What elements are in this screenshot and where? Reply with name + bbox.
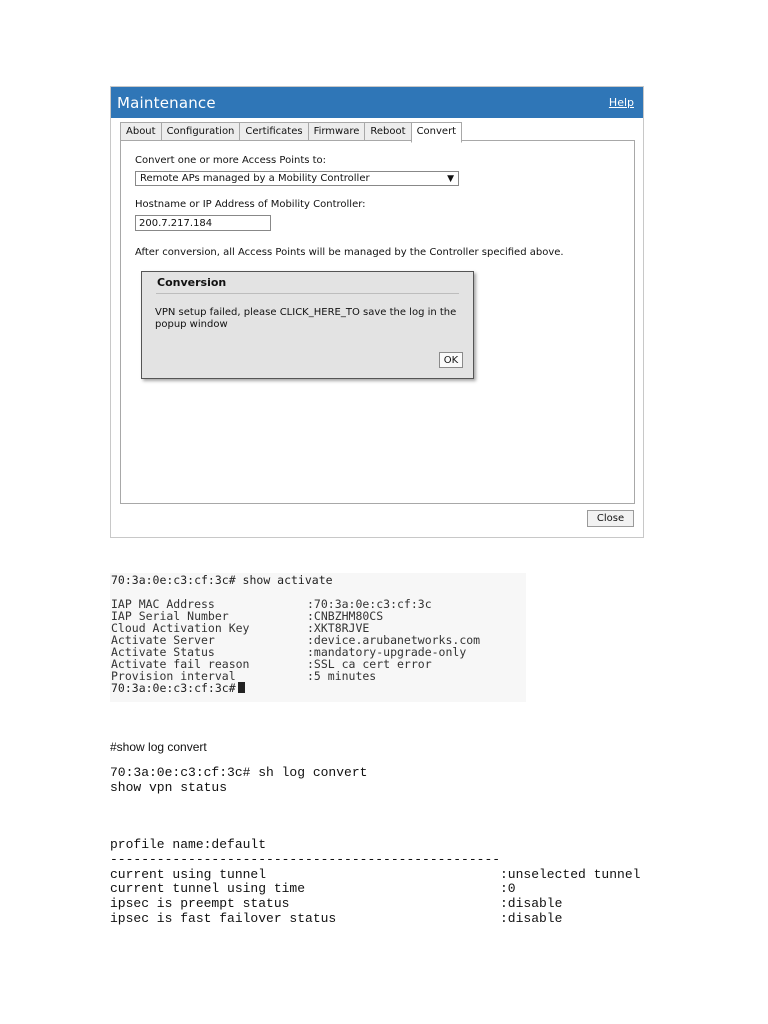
status-value: :disable (500, 911, 563, 926)
chevron-down-icon: ▼ (447, 174, 454, 184)
terminal-row-value: :70:3a:0e:c3:cf:3c (307, 597, 432, 611)
help-link[interactable]: Help (608, 96, 634, 109)
tab-configuration[interactable]: Configuration (161, 122, 241, 142)
dialog-divider (156, 293, 459, 294)
terminal-row-key: Cloud Activation Key (111, 621, 250, 635)
convert-panel (120, 140, 635, 504)
status-value: :unselected tunnel (500, 867, 641, 882)
ap-type-select[interactable] (135, 171, 459, 186)
tab-bar (120, 122, 461, 141)
terminal-row-value: :5 minutes (307, 669, 377, 683)
status-key: current using tunnel (110, 867, 267, 882)
cursor-icon (238, 682, 245, 693)
tab-convert[interactable]: Convert (411, 122, 463, 143)
code-line: show vpn status (110, 780, 228, 795)
terminal-output (110, 573, 526, 702)
status-key: current tunnel using time (110, 881, 306, 896)
window-title: Maintenance (117, 94, 216, 112)
ok-button[interactable]: OK (439, 352, 463, 368)
status-value: :disable (500, 896, 563, 911)
dialog-message: VPN setup failed, please CLICK_HERE_TO save the log in the popup window (155, 307, 457, 330)
maintenance-window (110, 86, 644, 538)
status-key: ipsec is preempt status (110, 896, 290, 911)
terminal-row-value: :mandatory-upgrade-only (307, 645, 467, 659)
code-line: 70:3a:0e:c3:cf:3c# sh log convert (110, 765, 368, 780)
dialog-title: Conversion (157, 276, 227, 289)
tab-certificates[interactable]: Certificates (239, 122, 308, 142)
terminal-row-key: Activate fail reason (111, 657, 250, 671)
ap-type-selected-value: Remote APs managed by a Mobility Controller (140, 173, 370, 184)
terminal-row-key: Activate Server (111, 633, 215, 647)
code-line: profile name:default (110, 837, 267, 852)
terminal-command: 70:3a:0e:c3:cf:3c# show activate (111, 573, 333, 587)
conversion-note: After conversion, all Access Points will be managed by the Controller specified above. (135, 247, 564, 258)
status-value: :0 (500, 881, 516, 896)
controller-host-input[interactable]: 200.7.217.184 (135, 215, 271, 231)
convert-prompt-label: Convert one or more Access Points to: (135, 155, 327, 166)
terminal-row-value: :XKT8RJVE (307, 621, 370, 635)
tab-reboot[interactable]: Reboot (364, 122, 411, 142)
host-label: Hostname or IP Address of Mobility Controller: (135, 199, 366, 210)
status-key: ipsec is fast failover status (110, 911, 337, 926)
terminal-row-key: IAP MAC Address (111, 597, 215, 611)
terminal-row-value: :CNBZHM80CS (307, 609, 384, 623)
terminal-row-key: Activate Status (111, 645, 215, 659)
section-heading: #show log convert (110, 740, 207, 754)
tab-about[interactable]: About (120, 122, 162, 142)
terminal-row-key: IAP Serial Number (111, 609, 229, 623)
terminal-prompt: 70:3a:0e:c3:cf:3c# (111, 681, 236, 695)
terminal-row-value: :SSL ca cert error (307, 657, 432, 671)
code-separator: -------------------------------------------------- (110, 852, 501, 867)
terminal-row-value: :device.arubanetworks.com (307, 633, 481, 647)
window-title-bar (111, 87, 643, 118)
terminal-row-key: Provision interval (111, 669, 236, 683)
terminal-prompt-line (111, 681, 245, 695)
tab-firmware[interactable]: Firmware (308, 122, 366, 142)
close-button[interactable]: Close (587, 510, 634, 527)
conversion-dialog (141, 271, 474, 379)
